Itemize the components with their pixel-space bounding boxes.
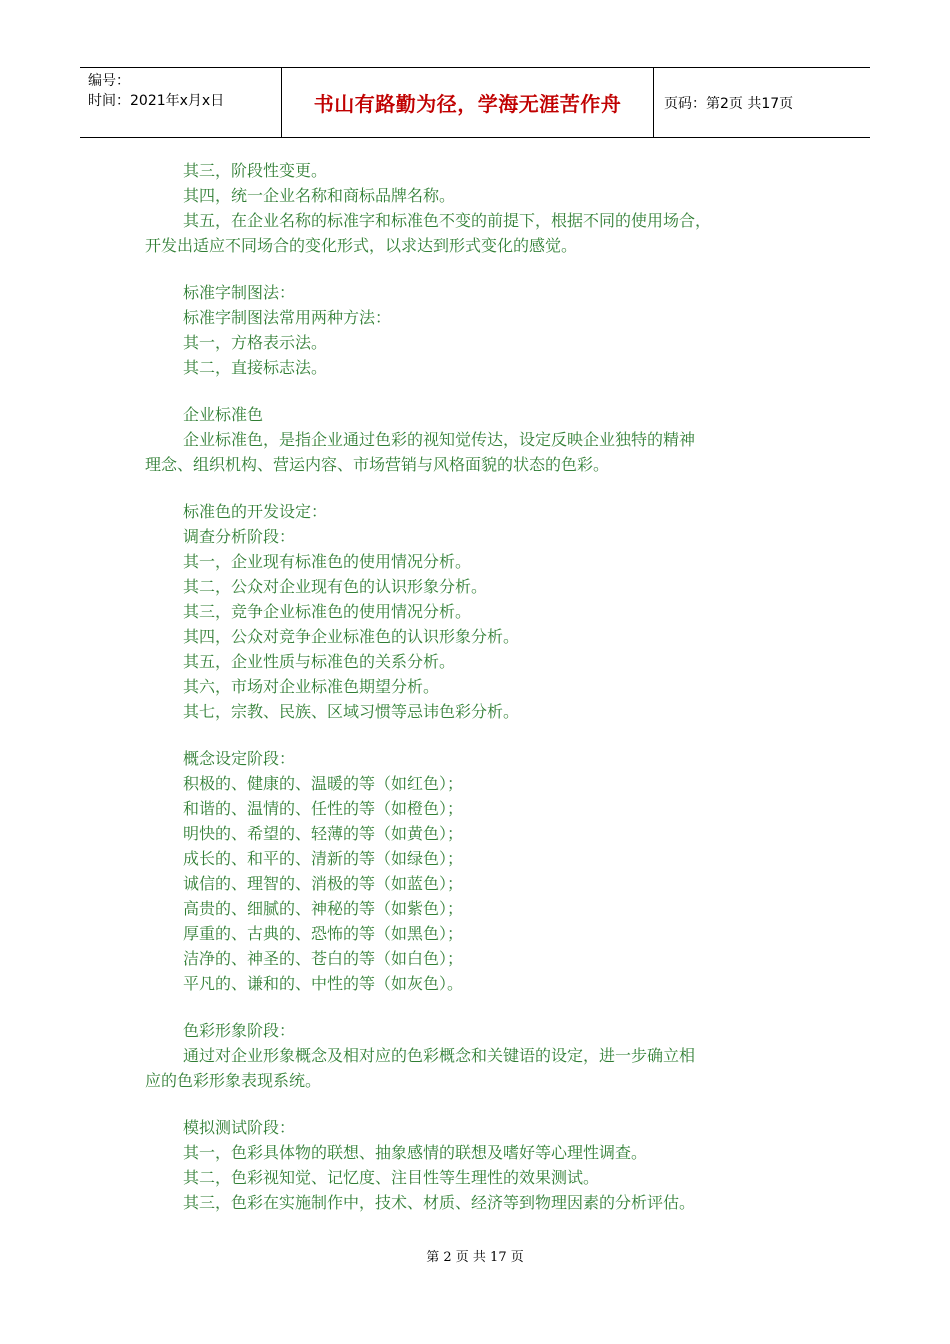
body-line: 其一，方格表示法。: [183, 333, 328, 352]
body-line-continuation: 开发出适应不同场合的变化形式，以求达到形式变化的感觉。: [145, 236, 578, 255]
body-line: 其二，色彩视知觉、记忆度、注目性等生理性的效果测试。: [183, 1168, 600, 1187]
page-header: [80, 67, 870, 138]
paragraph-gap: [145, 380, 805, 402]
body-line: 成长的、和平的、清新的等（如绿色）；: [183, 849, 464, 868]
motto-text: 书山有路勤为径，学海无涯苦作舟: [313, 92, 622, 116]
body-line: 通过对企业形象概念及相对应的色彩概念和关键语的设定，进一步确立相: [183, 1046, 696, 1065]
body-line: 厚重的、古典的、恐怖的等（如黑色）；: [183, 924, 464, 943]
paragraph-gap: [145, 724, 805, 746]
body-line: 其二，直接标志法。: [183, 358, 328, 377]
footer-page-number: 第 2 页 共 17 页: [426, 1250, 524, 1265]
date-label: 时间：2021年x月x日: [88, 93, 225, 109]
body-line: 标准字制图法常用两种方法：: [183, 308, 392, 327]
body-line-continuation: 理念、组织机构、营运内容、市场营销与风格面貌的状态的色彩。: [145, 455, 610, 474]
paragraph-gap: [145, 477, 805, 499]
paragraph-gap: [145, 258, 805, 280]
section-heading: 色彩形象阶段：: [183, 1021, 296, 1040]
body-line: 其一，企业现有标准色的使用情况分析。: [183, 552, 472, 571]
page-code: 页码：第2页 共17页: [664, 95, 794, 112]
body-line: 其五，企业性质与标准色的关系分析。: [183, 652, 456, 671]
paragraph-gap: [145, 1093, 805, 1115]
body-line: 其三，竞争企业标准色的使用情况分析。: [183, 602, 472, 621]
body-line: 其七，宗教、民族、区域习惯等忌讳色彩分析。: [183, 702, 520, 721]
section-heading: 企业标准色: [183, 405, 264, 424]
body-line: 其五，在企业名称的标准字和标准色不变的前提下，根据不同的使用场合，: [183, 211, 712, 230]
body-line: 其四，统一企业名称和商标品牌名称。: [183, 186, 456, 205]
body-line: 企业标准色，是指企业通过色彩的视知觉传达，设定反映企业独特的精神: [183, 430, 696, 449]
body-line: 其四，公众对竞争企业标准色的认识形象分析。: [183, 627, 520, 646]
page-footer: [0, 1246, 950, 1265]
document-body: [145, 158, 805, 1215]
body-line: 调查分析阶段：: [183, 527, 296, 546]
header-info-cell: [80, 68, 281, 137]
body-line: 明快的、希望的、轻薄的等（如黄色）；: [183, 824, 464, 843]
header-motto-cell: [281, 68, 654, 137]
section-heading: 模拟测试阶段：: [183, 1118, 296, 1137]
body-line: 其三，色彩在实施制作中，技术、材质、经济等到物理因素的分析评估。: [183, 1193, 696, 1212]
body-line: 高贵的、细腻的、神秘的等（如紫色）；: [183, 899, 464, 918]
section-heading: 概念设定阶段：: [183, 749, 296, 768]
body-line: 诚信的、理智的、消极的等（如蓝色）；: [183, 874, 464, 893]
number-label: 编号：: [88, 73, 130, 89]
body-line: 洁净的、神圣的、苍白的等（如白色）；: [183, 949, 464, 968]
body-line: 和谐的、温情的、任性的等（如橙色）；: [183, 799, 464, 818]
header-page-cell: [654, 68, 870, 137]
section-heading: 标准色的开发设定：: [183, 502, 328, 521]
body-line: 积极的、健康的、温暖的等（如红色）；: [183, 774, 464, 793]
body-line: 其二，公众对企业现有色的认识形象分析。: [183, 577, 488, 596]
body-line: 其六，市场对企业标准色期望分析。: [183, 677, 440, 696]
body-line-continuation: 应的色彩形象表现系统。: [145, 1071, 322, 1090]
body-line: 其一，色彩具体物的联想、抽象感情的联想及嗜好等心理性调查。: [183, 1143, 648, 1162]
paragraph-gap: [145, 996, 805, 1018]
section-heading: 标准字制图法：: [183, 283, 296, 302]
body-line: 平凡的、谦和的、中性的等（如灰色）。: [183, 974, 464, 993]
body-line: 其三，阶段性变更。: [183, 161, 328, 180]
